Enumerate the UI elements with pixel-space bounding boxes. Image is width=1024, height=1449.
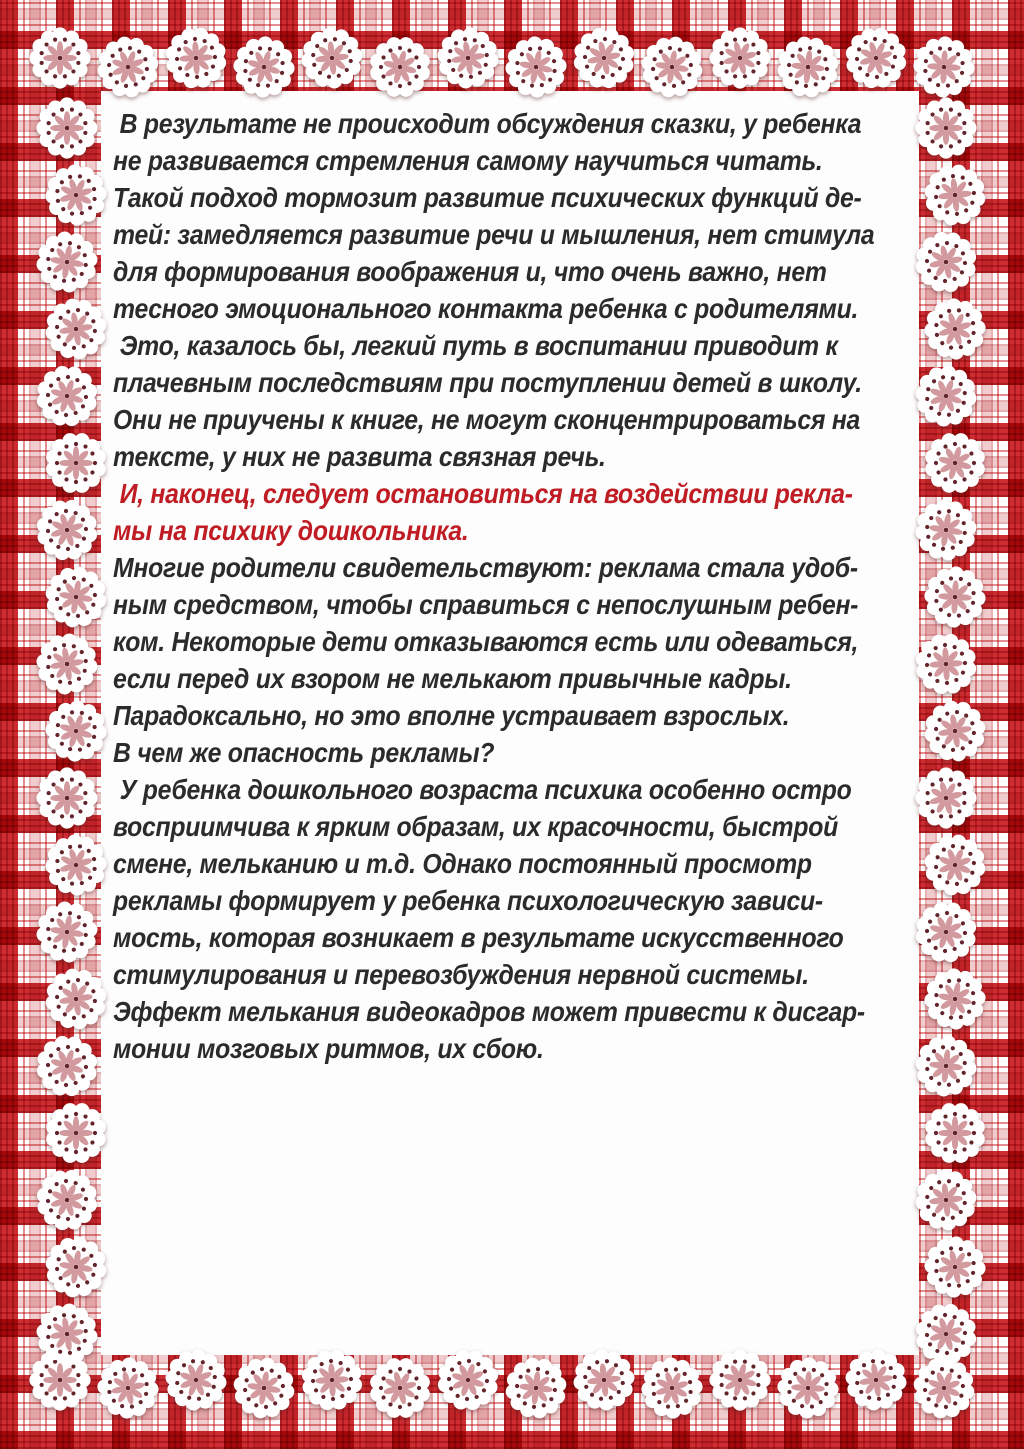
text-line: не развивается стремления самому научиться читать. xyxy=(113,145,823,176)
doily-flower-icon xyxy=(833,1337,918,1422)
doily-flower-icon xyxy=(28,491,105,568)
doily-flower-icon xyxy=(36,767,97,828)
text-line: В результате не происходит обсуждения сказки, у ребенка xyxy=(113,108,862,139)
doily-flower-icon xyxy=(363,1351,438,1426)
doily-flower-icon xyxy=(920,696,990,766)
doily-flower-icon xyxy=(907,893,984,970)
text-line: тей: замедляется развитие речи и мышления, нет стимула xyxy=(113,219,875,250)
doily-flower-icon xyxy=(24,889,109,974)
doily-flower-icon xyxy=(494,25,579,110)
text-line: тесного эмоционального контакта ребенка с родителями. xyxy=(113,293,859,324)
doily-flower-icon xyxy=(156,1340,237,1421)
text-line: мы на психику дошкольника. xyxy=(113,515,469,546)
doily-flower-icon xyxy=(912,1032,979,1099)
doily-flower-icon xyxy=(918,426,993,501)
doily-flower-icon xyxy=(493,1345,579,1431)
doily-flower-icon xyxy=(35,154,117,236)
doily-flower-icon xyxy=(41,1232,111,1302)
doily-flower-icon xyxy=(29,27,90,88)
doily-flower-icon xyxy=(33,1090,120,1177)
doily-flower-icon xyxy=(153,15,239,101)
doily-flower-icon xyxy=(223,26,305,108)
doily-flower-icon xyxy=(923,565,987,629)
doily-flower-icon xyxy=(698,16,782,100)
text-line: Они не приучены к книге, не могут сконцентрироваться на xyxy=(113,404,861,435)
doily-flower-icon xyxy=(33,420,120,507)
doily-flower-icon xyxy=(24,621,109,706)
doily-flower-icon xyxy=(904,756,988,840)
doily-flower-icon xyxy=(912,35,976,99)
doily-flower-icon xyxy=(903,487,988,572)
doily-flower-icon xyxy=(912,1166,979,1233)
doily-flower-icon xyxy=(915,825,994,904)
doily-flower-icon xyxy=(631,1347,713,1429)
text-line: для формирования воображения и, что очень важно, нет xyxy=(113,256,827,287)
text-line: ком. Некоторые дети отказываются есть или одеваться, xyxy=(113,626,859,657)
text-line: Такой подход тормозит развитие психических функций де- xyxy=(113,182,862,213)
text-line: восприимчива к ярким образам, их красочности, быстрой xyxy=(113,811,838,842)
doily-flower-icon xyxy=(429,1341,506,1418)
text-line: стимулирования и перевозбуждения нервной системы. xyxy=(113,959,809,990)
text-line: если перед их взором не мелькают привычные кадры. xyxy=(113,663,792,694)
doily-flower-icon xyxy=(363,30,438,105)
doily-flower-icon xyxy=(912,1090,999,1177)
doily-flower-icon xyxy=(298,24,365,91)
text-line: И, наконец, следует остановиться на воздействии рекла- xyxy=(113,478,853,509)
doily-flower-icon xyxy=(765,24,851,110)
text-line: Многие родители свидетельствуют: реклама стала удоб- xyxy=(113,552,858,583)
text-line: Парадоксально, но это вполне устраивает взрослых. xyxy=(113,700,790,731)
text-line: В чем же опасность рекламы? xyxy=(113,737,495,768)
text-line: монии мозговых ритмов, их сбою. xyxy=(113,1033,544,1064)
doily-flower-icon xyxy=(35,824,117,906)
doily-flower-icon xyxy=(88,27,167,106)
doily-flower-icon xyxy=(837,19,914,96)
text-line: плачевным последствиям при поступлении детей в школу. xyxy=(113,367,862,398)
doily-flower-icon xyxy=(86,1346,171,1431)
doily-flower-icon xyxy=(776,1356,840,1420)
doily-flower-icon xyxy=(910,226,983,299)
doily-flower-icon xyxy=(913,1225,998,1310)
doily-flower-icon xyxy=(28,357,105,434)
doily-flower-icon xyxy=(907,1295,984,1372)
doily-flower-icon xyxy=(570,1346,637,1413)
text-line: Эффект мелькания видеокадров может привести к дисгар- xyxy=(113,996,865,1027)
doily-flower-icon xyxy=(913,957,998,1042)
doily-flower-icon xyxy=(289,1337,375,1423)
doily-flower-icon xyxy=(903,621,989,707)
article-text xyxy=(113,105,915,1067)
doily-flower-icon xyxy=(41,964,111,1034)
doily-flower-icon xyxy=(41,294,111,364)
text-line: рекламы формирует у ребенка психологическую зависи- xyxy=(113,885,823,916)
doily-flower-icon xyxy=(914,288,996,370)
text-line: тексте, у них не развита связная речь. xyxy=(113,441,606,472)
text-line: мость, которая возникает в результате искусственного xyxy=(113,922,844,953)
text-line: ным средством, чтобы справиться с непослушным ребен- xyxy=(113,589,859,620)
doily-flower-icon xyxy=(24,219,109,304)
doily-flower-icon xyxy=(41,562,111,632)
doily-flower-icon xyxy=(35,690,117,772)
doily-flower-icon xyxy=(28,1027,105,1104)
doily-flower-icon xyxy=(425,15,510,100)
doily-flower-icon xyxy=(698,1338,782,1422)
text-line: У ребенка дошкольного возраста психика особенно остро xyxy=(113,774,852,805)
doily-flower-icon xyxy=(915,97,976,158)
doily-flower-icon xyxy=(28,1161,105,1238)
doily-flower-icon xyxy=(36,97,97,158)
doily-flower-icon xyxy=(229,1353,299,1423)
text-line: смене, мельканию и т.д. Однако постоянный просмотр xyxy=(113,848,812,879)
doily-flower-icon xyxy=(906,356,987,437)
doily-flower-icon xyxy=(637,32,707,102)
doily-flower-icon xyxy=(568,22,641,95)
text-line: Это, казалось бы, легкий путь в воспитании приводит к xyxy=(113,330,838,361)
doily-flower-icon xyxy=(912,152,998,238)
